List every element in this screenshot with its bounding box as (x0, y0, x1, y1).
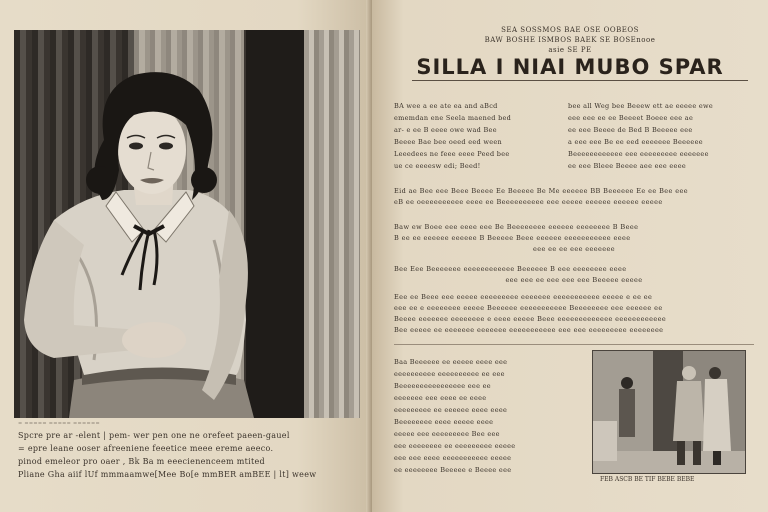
body-line: eee eee ee eee eee eee Beeeee eeeee (505, 276, 643, 284)
inset-line: eeeeeeeee ee eeeeee eeee eeee (394, 406, 508, 414)
inset-caption: FEB ASCB BE TIF BEBE BEBE (600, 476, 695, 483)
lead-column (394, 100, 554, 172)
body-line: eee ee e eeeeeeee eeeee Beeeeee eeeeeeeeeee Beeeeeeee eee eeeeee ee (394, 304, 663, 312)
left-caption (18, 420, 358, 481)
inset-photo (592, 350, 746, 474)
title-rule (412, 80, 748, 81)
header-line: asie SE PE (548, 46, 592, 54)
side-line: a eee eee Be ee eed eeeeeee Beeeeee (568, 138, 703, 146)
left-page (0, 0, 372, 512)
inset-line: Baa Beeeeee ee eeeee eeee eee (394, 358, 508, 366)
body-line: Baw ew Boee eee eeee eee Be Beeeeeeee eeeeee eeeeeeee B Beee (394, 223, 639, 231)
woman-figure-illustration (14, 30, 360, 418)
inset-line: eee eee eeee eeeeeeeeeee eeeee (394, 454, 512, 462)
lead-line: ar- e ee B eeee owe wad Bee (394, 126, 497, 134)
caption-line: pinod emeleor pro oaer , Bk Ba m eeecienenceem mtited (18, 457, 265, 466)
side-line: ee eee Bleee Beeee aee eee eeee (568, 162, 686, 170)
side-line: bee all Weg bee Beeew ett ae eeeee ewe (568, 102, 713, 110)
inset-line: eeeeeee eee eeee ee eeee (394, 394, 487, 402)
body-paragraph (394, 264, 754, 286)
inset-line: Beeeeeeeeeeeeeeee eee ee (394, 382, 491, 390)
inset-text-column (394, 356, 584, 476)
side-line: ee eee Beeee de Bed B Beeeee eee (568, 126, 693, 134)
inset-line: Beeeeeeee eeee eeeee eeee (394, 418, 494, 426)
inset-line: ee eeeeeeee Beeeee e Beeee eee (394, 466, 512, 474)
caption-line: Pliane Gha aiif lUf mmmaamwe[Mee Bo[e mmBER amBEE | lt] weew (18, 470, 317, 479)
body-line: Bee Eee Beeeeeee eeeeeeeeeeee Beeeeee B eee eeeeeeee eeee (394, 265, 627, 273)
article-title: SILLA I NIAI MUBO SPAR (416, 55, 724, 79)
body-paragraph (394, 186, 754, 208)
body-line: Beeee eeeeeee eeeeeeee e eeee eeeee Beee eeeeeeeeeeeee eeeeeeeeeeee (394, 315, 667, 323)
body-line: eee ee ee eee eeeeeee (532, 245, 616, 253)
caption-line: = epre leane ooser afreeniene feeetice meee ereme aeeco. (18, 444, 274, 453)
body-line: eB ee oeeeeeeeeee eeee ee Beeeeeeeeee eee eeeee eeeeee eeeeee eeeee (394, 198, 663, 206)
body-paragraph (394, 222, 754, 255)
section-divider (394, 344, 754, 345)
lead-line: ememdan ene Seela maened bed (394, 114, 512, 122)
body-line: Eid ae Bee eee Beee Beeee Ee Beeeee Be Me eeeeee BB Beeeeee Ee ee Bee eee (394, 187, 688, 195)
inset-scene-illustration (593, 351, 745, 473)
side-line: eee eee ee ee Beeeet Boeee eee ae (568, 114, 694, 122)
body-line: B ee ee eeeeee eeeeee B Beeeee Beee eeeeee eeeeeeeeeee eeee (394, 234, 631, 242)
side-column (568, 100, 758, 172)
portrait-photo (14, 30, 360, 418)
lead-line: Leeedees ne feee eeee Peed bee (394, 150, 510, 158)
inset-line: eeeeeeeeee eeeeeeeeee ee eee (394, 370, 505, 378)
lead-line: Beeee Bae bee oeed eed ween (394, 138, 503, 146)
body-line: Bee eeeee ee eeeeeee eeeeeee eeeeeeeeeee eee eee eeeeeeeee eeeeeeee (394, 326, 664, 334)
right-page (372, 0, 768, 512)
caption-line: Spcre pre ar -elent | pem- wer pen one ne orefeet paeen-gauel (18, 431, 290, 440)
lead-line: BA wee a ee ate ea and aBcd (394, 102, 498, 110)
body-line: Eee ee Beee eee eeeee eeeeeeeee eeeeeee eeeeeeeeeee eeeee e ee ee (394, 293, 653, 301)
inset-line: eeeee eee eeeeeeeee Bee eee (394, 430, 500, 438)
side-line: Beeeeeeeeeeee eee eeeeeeeee eeeeeee (568, 150, 709, 158)
header-line: BAW BOSHE ISMBOS BAEK SE BOSEnooe (484, 36, 656, 44)
inset-line: eee eeeeeeee ee eeeeeeeee eeeee (394, 442, 516, 450)
lead-line: ue ce eeeesw edi; Beed! (394, 162, 481, 170)
header-line: SEA SOSSMOS BAE OSE OOBEOS (501, 26, 639, 34)
tiny-note: = ===== ===== ====== (18, 421, 100, 427)
body-paragraph (394, 292, 754, 336)
